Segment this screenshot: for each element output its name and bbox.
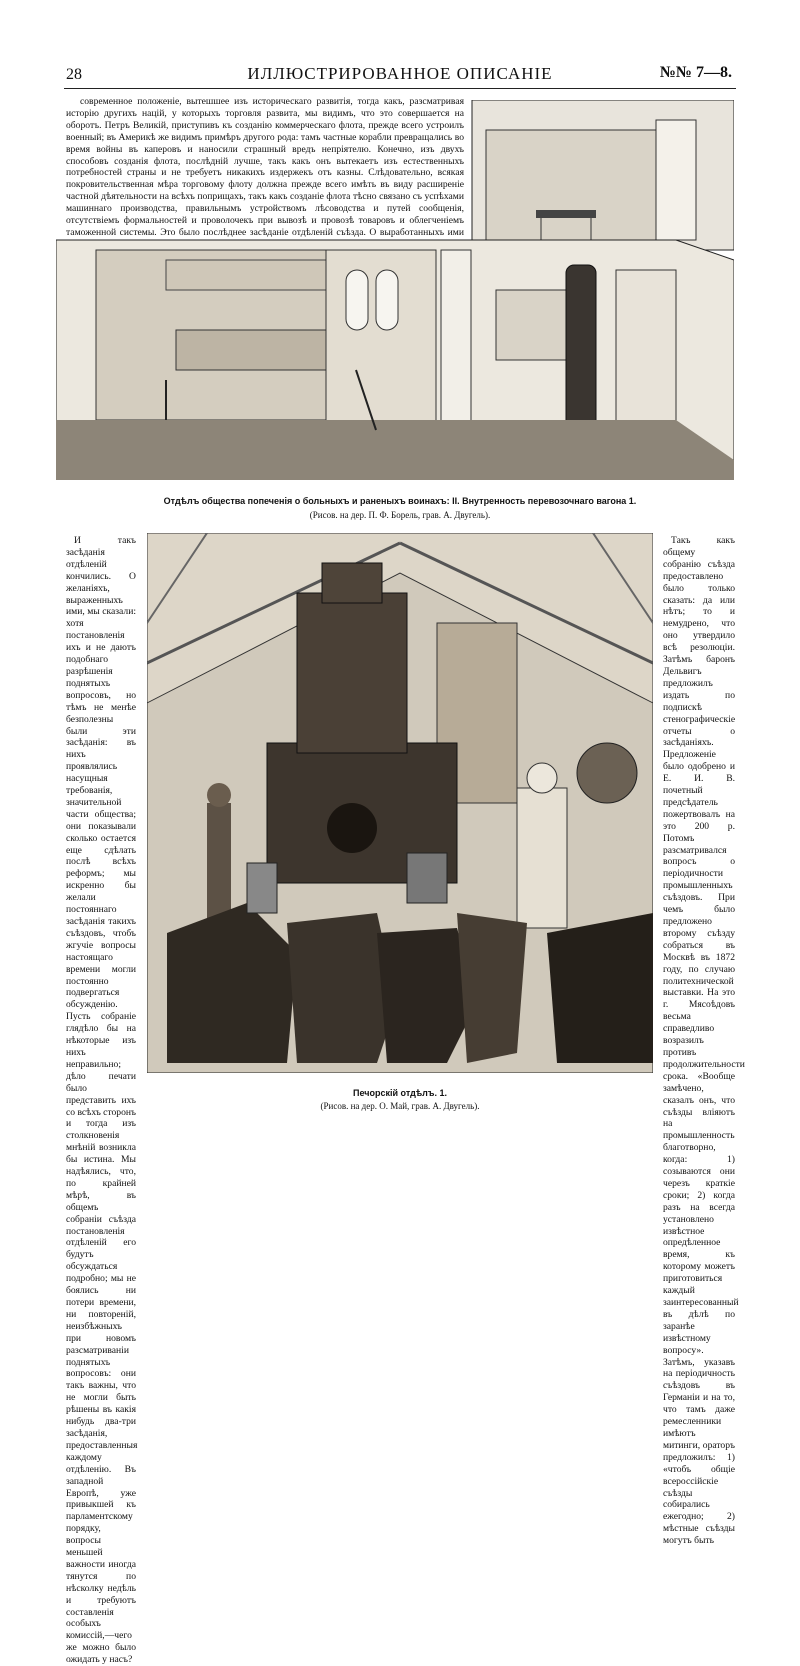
issue-number: №№ 7—8. [659, 64, 732, 81]
right-column-text: Такъ какъ общему собранію съѣзда предоставлено было только сказать: да или нѣтъ; то и немудрено, что оно утвердило всѣ резолюціи. Затѣмъ баронъ Дельвигъ предложилъ издать по подпискѣ стенографическіе отчеты о засѣданіяхъ. Предложеніе было одобрено и Е. И. В. почетный предсѣдатель пожертвовалъ на это 200 р. Потомъ разсматривался вопросъ о періодичности промышленныхъ съѣздовъ. При чемъ было предложено второму съѣзду собраться въ Москвѣ въ 1872 году, по случаю политехнической выставки. На это г. Мясоѣдовъ весьма справедливо возразилъ противъ продолжительности срока. «Вообще замѣчено, сказалъ онъ, что съѣзды вліяютъ на промышленность благотворно, когда: 1) созываются они черезъ краткіе сроки; 2) когда разъ на всегда установлено извѣстное опредѣленное время, къ которому можетъ приготовиться каждый заинтересованный въ дѣлѣ по заранѣе извѣстному вопросу». Затѣмъ, указавъ на періодичность съѣздовъ въ Германіи и на то, что тамъ даже ремесленники имѣютъ митинги, ораторъ предложилъ: 1) «чтобъ общіе всероссійскіе съѣзды собирались ежегодно; 2) мѣстные съѣзды могутъ быть [663, 535, 745, 1547]
pechora-engraving [147, 533, 653, 1073]
intro-text: современное положеніе, вытешшее изъ историческаго развитія, тогда какъ, разсматривая исторію другихъ націй, у которыхъ торговля развита, мы видимъ, что это совершается на оборотъ. Петръ Великій, приступивъ къ созданію коммерческаго флота, прежде всего устроилъ военный; въ Америкѣ же видимъ примѣръ другого рода: тамъ частные корабли превращались во время войны въ каперовъ и наносили страшный вредъ непріятелю. Конечно, изъ двухъ способовъ созданія флота, послѣдній лучше, такъ какъ онъ вытекаетъ изъ естественныхъ потребностей страны и не требуетъ никакихъ издержекъ отъ казны. Слѣдовательно, всякая покровительственная мѣра торговому флоту должна прежде всего имѣть въ виду расширеніе частной дѣятельности на всѣхъ поприщахъ, такъ какъ созданіе флота тѣсно связано съ успѣхами машиннаго производства, правильнымъ устройствомъ лѣсоводства и путей сообщенія, отсутствіемъ формальностей и проволочекъ при вывозѣ и провозѣ товаровъ и облегченіемъ таможенной системы. Это было послѣднее засѣданіе отдѣленій съѣзда. О выработанныхъ ими [66, 96, 464, 238]
figure-pechora-section [147, 533, 653, 1073]
figure2-caption: Печорскій отдѣлъ. 1. [353, 1088, 447, 1098]
left-column-text: И такъ засѣданія отдѣленій кончились. О желаніяхъ, выраженныхъ ими, мы сказали: хотя постановленія ихъ и не даютъ подобнаго разрѣшенія поднятыхъ вопросовъ, но тѣмъ не менѣе безполезны были эти засѣданія: въ нихъ проявлялись насущныя требованія, значительной части общества; они показывали сколько остается еще сдѣлать послѣ всѣхъ реформъ; мы искренно бы желали постояннаго засѣданія такихъ съѣздовъ, чтобъ жгучіе вопросы настоящаго времени могли постоянно подвергаться обсужденію. Пусть собраніе глядѣло бы на нѣкоторые изъ нихъ неправильно; дѣло печати было представить ихъ со всѣхъ сторонъ и тогда изъ столкновенія мнѣній возникла бы истина. Мы надѣялись, что, по крайней мѣрѣ, въ общемъ собраніи съѣзда постановленія отдѣленій его будутъ обсуждаться подробно; мы не боялись ни потери времени, ни повтореній, неизбѣжныхъ при новомъ разсматриваніи поднятыхъ вопросовъ: они такъ важны, что не могли быть рѣшены въ какія нибудь два-три засѣданія, предоставленныя каждому отдѣленію. Въ западной Европѣ, уже привыкшей къ парламентскому порядку, вопросы меньшей важности иногда тянутся по нѣсколку недѣль и требуютъ составленія особыхъ комиссій,—чего же можно было ожидать у насъ? [66, 535, 138, 1666]
figure2-credit: (Рисов. на дер. О. Май, грав. А. Двугель). [320, 1101, 480, 1111]
left-column [66, 535, 136, 1666]
figure1-credit: (Рисов. на дер. П. Ф. Борель, грав. А. Двугель). [309, 510, 491, 520]
wagon-engraving [56, 100, 734, 480]
header-rule [64, 88, 736, 89]
running-title: ИЛЛЮСТРИРОВАННОЕ ОПИСАНІЕ [247, 64, 553, 83]
figure1-caption: Отдѣлъ общества попеченія о больныхъ и раненыхъ воинахъ: II. Внутренность перевозочнаго вагона 1. [163, 496, 637, 506]
right-column [663, 535, 745, 1547]
page-number: 28 [66, 66, 82, 83]
figure-wagon-interior [56, 100, 734, 480]
